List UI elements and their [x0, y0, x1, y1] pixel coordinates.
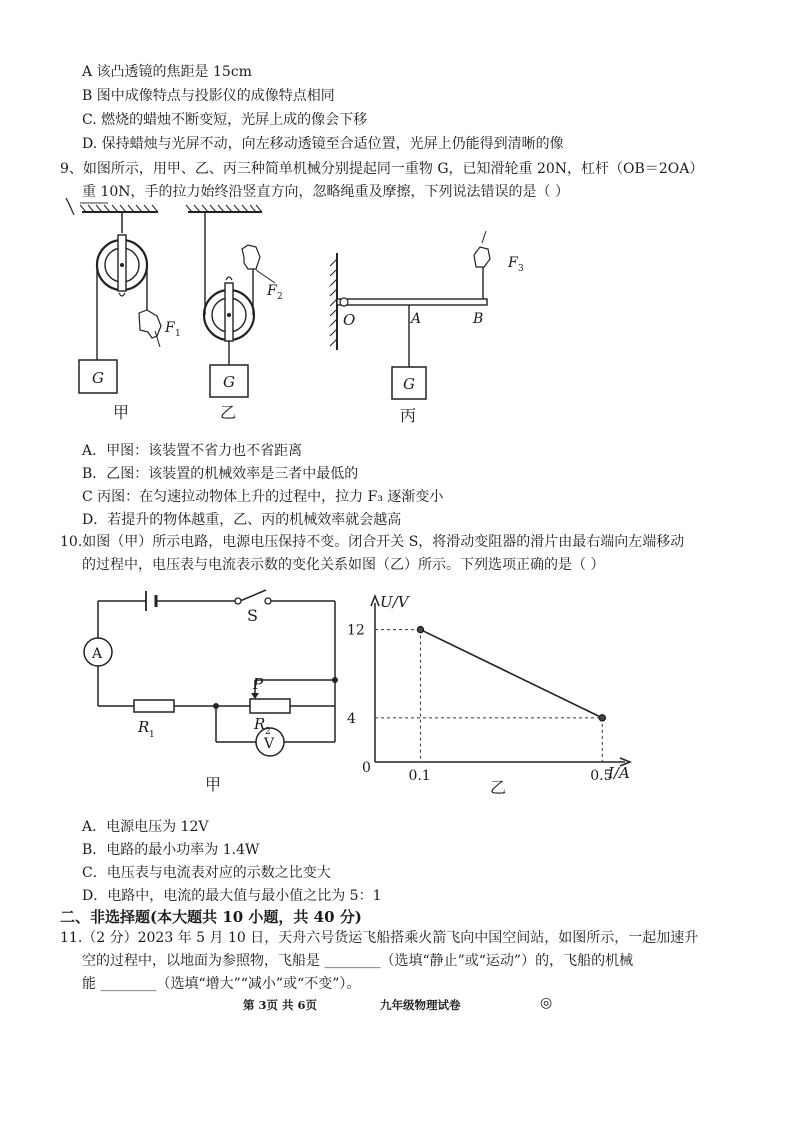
force-label-f2: F	[267, 283, 277, 299]
r1-label: R	[138, 718, 150, 736]
caption-jia: 甲	[113, 403, 130, 422]
r2-label: R	[254, 715, 266, 733]
series-line	[420, 630, 602, 718]
weight-label-yi: G	[223, 373, 235, 391]
q10-option-c: C．电压表与电流表对应的示数之比变大	[82, 865, 331, 881]
r1-sub: 1	[149, 730, 155, 740]
fig-yi-movable-pulley	[186, 205, 275, 397]
x-tick-label-0: 0.1	[408, 768, 431, 784]
hand-icon	[242, 245, 260, 269]
y-axis-label: U/V	[380, 593, 409, 611]
point-label-b: B	[473, 311, 484, 327]
slider-label: P	[253, 675, 264, 693]
force-label-f3-sub: 3	[518, 264, 524, 274]
voltmeter-label: V	[264, 736, 275, 752]
q9-option-c: C 丙图：在匀速拉动物体上升的过程中，拉力 F₃ 逐渐变小	[82, 489, 444, 505]
q8-option-b: B 图中成像特点与投影仪的成像特点相同	[82, 88, 335, 104]
x-tick-label-1: 0.5	[590, 768, 613, 784]
force-label-f1: F	[165, 320, 175, 336]
footer-page: 第 3页 共 6页	[243, 998, 318, 1012]
q8-option-d: D. 保持蜡烛与光屏不动，向左移动透镜至合适位置，光屏上仍能得到清晰的像	[82, 136, 564, 152]
x-axis-label: I/A	[608, 764, 630, 782]
pivot-label-o: O	[343, 311, 356, 329]
point-label-a: A	[411, 311, 422, 327]
q9-figure	[0, 195, 794, 430]
q10-option-b: B．电路的最小功率为 1.4W	[82, 842, 260, 858]
q11-line3: 能 ________（选填“增大”“减小”或“不变”）。	[82, 976, 361, 992]
circuit-caption: 甲	[205, 775, 222, 794]
hand-icon	[139, 310, 161, 338]
q11-line1: 11.（2 分）2023 年 5 月 10 日，天舟六号货运飞船搭乘火箭飞向中国空间站，如图所示，一起加速升	[60, 930, 699, 946]
weight-label-jia: G	[92, 369, 104, 387]
ammeter-label: A	[92, 646, 103, 662]
caption-bing: 丙	[400, 406, 417, 425]
data-point-1	[599, 715, 605, 721]
y-tick-label-0: 12	[347, 622, 365, 639]
fig-jia-fixed-pulley	[79, 205, 161, 393]
switch-label: S	[247, 606, 258, 625]
y-tick-label-1: 4	[347, 710, 356, 727]
resistor-r1	[134, 700, 174, 712]
q8-option-c: C. 燃烧的蜡烛不断变短，光屏上成的像会下移	[82, 112, 368, 128]
q11-line2: 空的过程中，以地面为参照物，飞船是 ________（选填“静止”或“运动”）的，飞船的机械	[82, 953, 634, 969]
q10-stem-line1: 10.如图（甲）所示电路，电源电压保持不变。闭合开关 S，将滑动变阻器的滑片由最右端向左端移动	[60, 534, 685, 550]
caption-yi: 乙	[220, 403, 237, 422]
q10-option-d: D．电路中，电流的最大值与最小值之比为 5：1	[82, 888, 382, 904]
q9-option-b: B．乙图：该装置的机械效率是三者中最低的	[82, 466, 359, 482]
q9-stem-line1: 9、如图所示，用甲、乙、丙三种简单机械分别提起同一重物 G，已知滑轮重 20N，杠杆（OB＝2OA）	[60, 161, 704, 177]
force-label-f2-sub: 2	[277, 292, 283, 302]
force-label-f3: F	[508, 255, 518, 271]
r2-sub: 2	[265, 727, 271, 737]
data-point-0	[417, 626, 423, 632]
rheostat-r2	[250, 699, 290, 713]
origin-label: 0	[362, 760, 371, 776]
q10-ui-graph	[340, 585, 640, 800]
q9-stem-line2: 重 10N，手的拉力始终沿竖直方向，忽略绳重及摩擦，下列说法错误的是（ ）	[82, 184, 569, 200]
chart-caption: 乙	[490, 778, 507, 797]
hand-icon	[474, 247, 490, 267]
force-label-f1-sub: 1	[175, 329, 181, 339]
q9-option-a: A．甲图：该装置不省力也不省距离	[82, 443, 303, 459]
q9-option-d: D．若提升的物体越重，乙、丙的机械效率就会越高	[82, 512, 402, 528]
q8-option-a: A 该凸透镜的焦距是 15cm	[82, 64, 252, 80]
footer-subject: 九年级物理试卷	[380, 998, 461, 1012]
handwritten-curve	[66, 198, 74, 215]
q10-option-a: A．电源电压为 12V	[82, 819, 209, 835]
footer-mark: ◎	[540, 995, 553, 1011]
q10-stem-line2: 的过程中，电压表与电流表示数的变化关系如图（乙）所示。下列选项正确的是（ ）	[82, 557, 605, 573]
q10-circuit	[70, 585, 350, 800]
section2-heading: 二、非选择题(本大题共 10 小题，共 40 分)	[60, 908, 362, 926]
weight-label-bing: G	[403, 375, 415, 393]
